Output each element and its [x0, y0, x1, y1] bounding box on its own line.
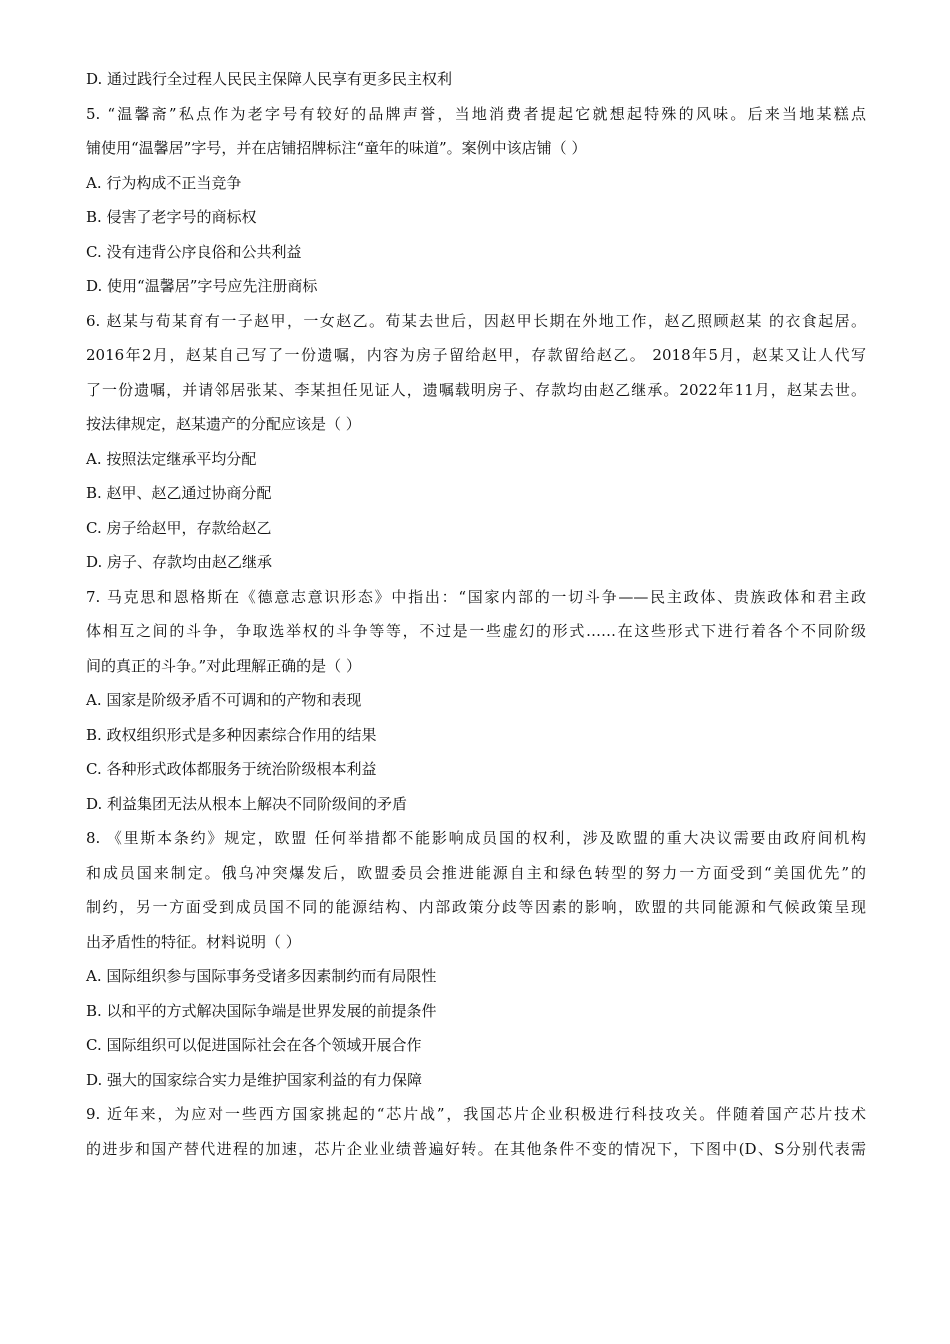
q5-option-b: B. 侵害了老字号的商标权	[86, 208, 257, 226]
q9-stem-line-2: 的进步和国产替代进程的加速，芯片企业业绩普遍好转。在其他条件不变的情况下，下图中(D、S分别代表需	[86, 1139, 866, 1158]
q6-option-c: C. 房子给赵甲，存款给赵乙	[86, 518, 272, 537]
q7-option-a: A. 国家是阶级矛盾不可调和的产物和表现	[86, 691, 362, 709]
q5-option-d: D. 使用“温馨居”字号应先注册商标	[86, 277, 318, 295]
q8-stem-line-4: 出矛盾性的特征。材料说明（ ）	[86, 932, 301, 951]
q7-option-c: C. 各种形式政体都服务于统治阶级根本利益	[86, 760, 377, 778]
q9-stem-line-1: 9. 近年来，为应对一些西方国家挑起的“芯片战”，我国芯片企业积极进行科技攻关。伴随着国产芯片技术	[86, 1105, 866, 1123]
q8-stem-line-1: 8. 《里斯本条约》规定，欧盟 任何举措都不能影响成员国的权利，涉及欧盟的重大决议需要由政府间机构	[86, 829, 866, 847]
q8-stem-line-2: 和成员国来制定。俄乌冲突爆发后，欧盟委员会推进能源自主和绿色转型的努力一方面受到“美国优先”的	[86, 863, 866, 882]
q8-option-a: A. 国际组织参与国际事务受诸多因素制约而有局限性	[86, 967, 437, 985]
q7-option-d: D. 利益集团无法从根本上解决不同阶级间的矛盾	[86, 794, 408, 813]
q4-option-d: D. 通过践行全过程人民民主保障人民享有更多民主权利	[86, 70, 453, 88]
q8-stem-line-3: 制约，另一方面受到成员国不同的能源结构、内部政策分歧等因素的影响，欧盟的共同能源和气候政策呈现	[86, 898, 866, 916]
q8-option-b: B. 以和平的方式解决国际争端是世界发展的前提条件	[86, 1001, 437, 1020]
q5-stem-line-1: 5. “温馨斋”私点作为老字号有较好的品牌声誉，当地消费者提起它就想起特殊的风味。后来当地某糕点	[86, 104, 866, 123]
q5-option-a: A. 行为构成不正当竞争	[86, 173, 242, 192]
q6-stem-line-4: 按法律规定，赵某遗产的分配应该是（ ）	[86, 415, 361, 433]
q7-option-b: B. 政权组织形式是多种因素综合作用的结果	[86, 725, 377, 744]
q5-option-c: C. 没有违背公序良俗和公共利益	[86, 242, 302, 261]
q7-stem-line-3: 间的真正的斗争。”对此理解正确的是（ ）	[86, 656, 361, 675]
q7-stem-line-2: 体相互之间的斗争，争取选举权的斗争等等，不过是一些虚幻的形式……在这些形式下进行着各个不同阶级	[86, 622, 866, 640]
q6-stem-line-1: 6. 赵某与荀某育有一子赵甲，一女赵乙。荀某去世后，因赵甲长期在外地工作，赵乙照顾赵某 的衣食起居。	[86, 311, 866, 330]
q6-stem-line-2: 2016年2月，赵某自己写了一份遗嘱，内容为房子留给赵甲，存款留给赵乙。 2018年5月，赵某又让人代写	[86, 346, 866, 364]
q6-stem-line-3: 了一份遗嘱，并请邻居张某、李某担任见证人，遗嘱载明房子、存款均由赵乙继承。2022年11月，赵某去世。	[86, 380, 866, 399]
exam-page	[86, 62, 866, 1166]
q8-option-c: C. 国际组织可以促进国际社会在各个领域开展合作	[86, 1036, 422, 1054]
q6-option-a: A. 按照法定继承平均分配	[86, 449, 257, 468]
q8-option-d: D. 强大的国家综合实力是维护国家利益的有力保障	[86, 1070, 423, 1089]
q5-stem-line-2: 铺使用“温馨居”字号，并在店铺招牌标注“童年的味道”。案例中该店铺（ ）	[86, 139, 587, 157]
q6-option-b: B. 赵甲、赵乙通过协商分配	[86, 484, 272, 502]
q6-option-d: D. 房子、存款均由赵乙继承	[86, 553, 273, 571]
q7-stem-line-1: 7. 马克思和恩格斯在《德意志意识形态》中指出：“国家内部的一切斗争——民主政体、贵族政体和君主政	[86, 587, 866, 606]
